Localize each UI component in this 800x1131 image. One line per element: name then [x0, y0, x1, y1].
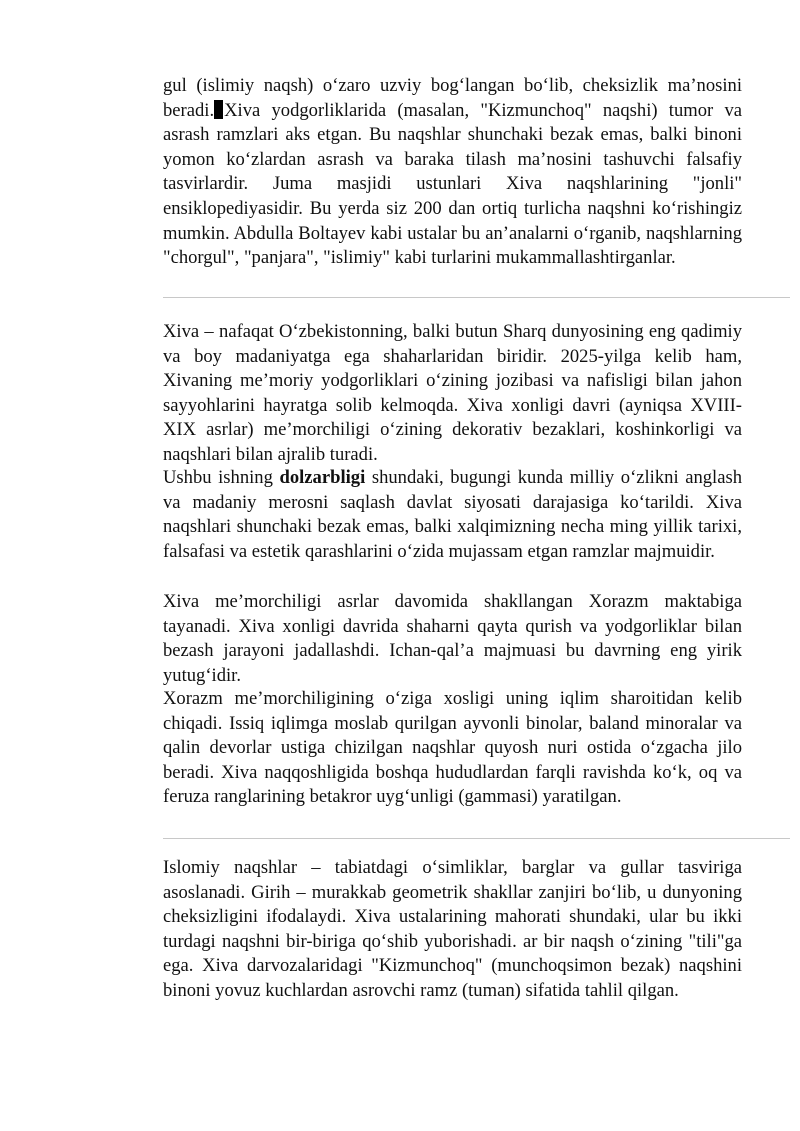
paragraph-text: Xiva – nafaqat O‘zbekistonning, balki butun Sharq dunyosining eng qadimiy va boy madaniyatga ega shaharlaridan biridir. 2025-yilga kelib ham, Xivaning me’moriy yodgorliklari o‘zining jozibasi va nafisligi bilan jahon sayyohlarini hayratga solib kelmoqda. Xiva xonligi davri (ayniqsa XVIII-XIX asrlar) me’morchiligi o‘zining dekorativ bezaklari, koshinkorligi va naqshlari bilan ajralib turadi.: [163, 321, 742, 465]
page-divider: [163, 838, 790, 839]
bold-term: dolzarbligi: [279, 467, 366, 488]
text-cursor[interactable]: [214, 100, 223, 119]
paragraph-islamic-patterns: [163, 856, 742, 1004]
paragraph-climate-features: [163, 687, 742, 810]
paragraph-ornament-meaning: [163, 74, 742, 271]
paragraph-text: shundaki, bugungi kunda milliy o‘zlikni anglash va madaniy merosni saqlash davlat siyosati darajasiga ko‘tarildi. Xiva naqshlari shunchaki bezak emas, balki xalqimizning necha ming yillik tarixi, falsafasi va estetik qarashlarini o‘zida mujassam etgan ramzlar majmuidir.: [163, 467, 742, 562]
paragraph-text: Ushbu ishning: [163, 467, 273, 488]
paragraph-khiva-intro: [163, 320, 742, 468]
paragraph-text: Xorazm me’morchiligining o‘ziga xosligi uning iqlim sharoitidan kelib chiqadi. Issiq iqlimga moslab qurilgan ayvonli binolar, baland minoralar va qalin devorlar ustiga chizilgan naqshlar quyosh nuri ostida o‘zgacha jilo beradi. Xiva naqqoshligida boshqa hududlardan farqli ravishda ko‘k, oq va feruza ranglarining betakror uyg‘unligi (gammasi) yaratilgan.: [163, 688, 742, 808]
paragraph-relevance: [163, 466, 742, 564]
paragraph-text: Islomiy naqshlar – tabiatdagi o‘simliklar, barglar va gullar tasviriga asoslanadi. Girih – murakkab geometrik shakllar zanjiri bo‘lib, u dunyoning cheksizligini ifodalaydi. Xiva ustalarining mahorati shundaki, ular bu ikki turdagi naqshni bir-biriga qo‘shib yuborishadi. ar bir naqsh o‘zining "tili"ga ega. Xiva darvozalaridagi "Kizmunchoq" (munchoqsimon bezak) naqshini binoni yovuz kuchlardan asrovchi ramz (tuman) sifatida tahlil qilgan.: [163, 857, 742, 1001]
paragraph-text: gul (islimiy naqsh) o‘zaro uzviy bog‘langan bo‘lib, cheksizlik ma’nosini beradi.: [163, 75, 742, 121]
page-divider: [163, 297, 790, 298]
paragraph-text: Xiva yodgorliklarida (masalan, "Kizmunchoq" naqshi) tumor va asrash ramzlari aks etgan. Bu naqshlar shunchaki bezak emas, balki binoni yomon ko‘zlardan asrash va baraka tilash ma’nosini tashuvchi falsafiy tasvirlardir. Juma masjidi ustunlari Xiva naqshlarining "jonli" ensiklopediyasidir. Bu yerda siz 200 dan ortiq turlicha naqshni ko‘rishingiz mumkin. Abdulla Boltayev kabi ustalar bu an’analarni o‘rganib, naqshlarning "chorgul", "panjara", "islimiy" kabi turlarini mukammallashtirganlar.: [163, 99, 742, 269]
paragraph-text: Xiva me’morchiligi asrlar davomida shakllangan Xorazm maktabiga tayanadi. Xiva xonligi davrida shaharni qayta qurish va yodgorliklar bilan bezash jarayoni jadallashdi. Ichan-qal’a majmuasi bu davrning eng yirik yutug‘idir.: [163, 591, 742, 686]
paragraph-khorezm-school: [163, 590, 742, 688]
